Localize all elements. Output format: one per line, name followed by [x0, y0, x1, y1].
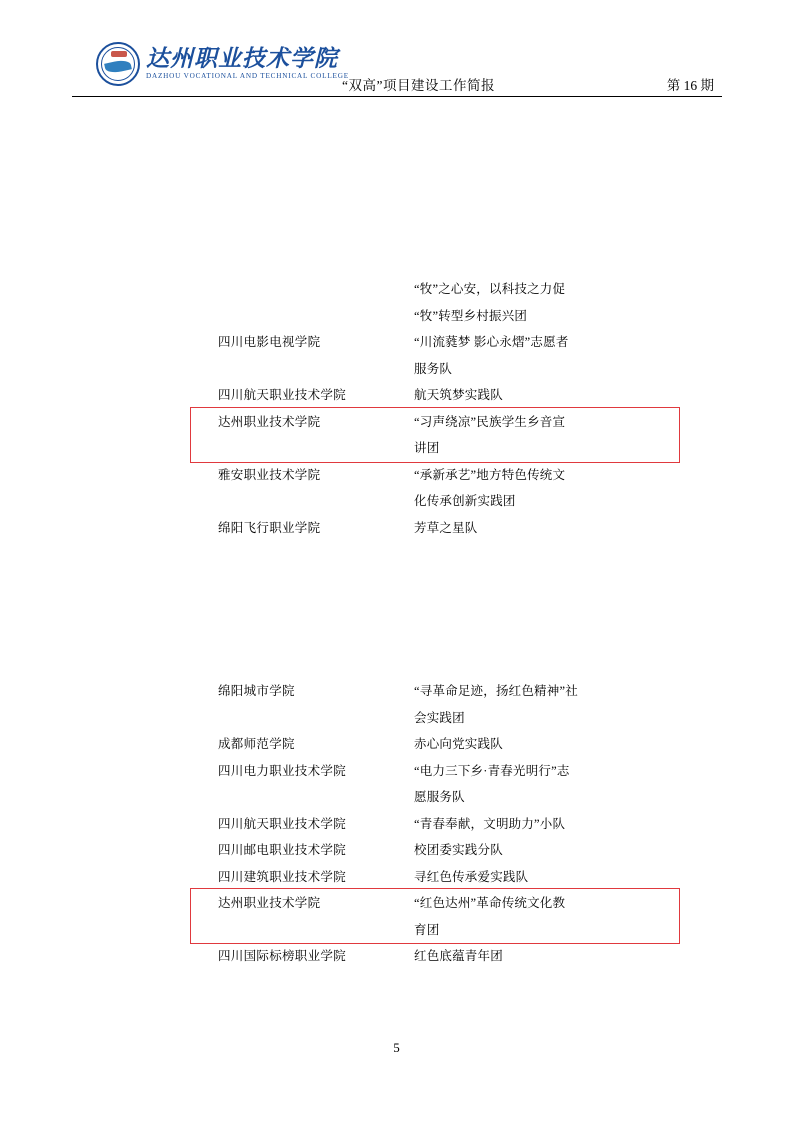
cell-school-name: 四川电影电视学院 — [218, 335, 321, 349]
cell-school-name: 绵阳飞行职业学院 — [218, 520, 321, 535]
cell-school-name: 雅安职业技术学院 — [218, 467, 321, 482]
team-list-table-one — [218, 276, 638, 541]
cell-school-name: 四川电力职业技术学院 — [218, 763, 347, 778]
cell-team-name — [414, 811, 638, 838]
college-name-chinese: 达州职业技术学院 — [146, 46, 338, 71]
college-name-english: DAZHOU VOCATIONAL AND TECHNICAL COLLEGE — [146, 72, 349, 80]
page-number: 5 — [393, 1040, 400, 1055]
table-row — [218, 678, 638, 731]
table-row — [218, 758, 638, 811]
team-name-line: 航天筑梦实践队 — [414, 388, 503, 402]
table-row — [218, 515, 638, 542]
team-name-line: “川流蕤梦 影心永熠”志愿者 — [414, 335, 569, 349]
table-row — [218, 837, 638, 864]
team-name-line: “寻革命足迹，扬红色精神”社 — [414, 684, 578, 698]
cell-school-name: 绵阳城市学院 — [218, 684, 295, 698]
cell-team-name — [414, 864, 638, 891]
table-row — [218, 409, 638, 462]
team-name-line: 愿服务队 — [414, 790, 465, 804]
table-row — [218, 462, 638, 515]
team-name-line: “牧”转型乡村振兴团 — [414, 308, 528, 323]
team-list-table-two — [218, 678, 638, 970]
cell-team-name — [414, 276, 638, 329]
cell-school-name: 四川邮电职业技术学院 — [218, 843, 347, 857]
cell-school-name: 四川航天职业技术学院 — [218, 388, 347, 402]
cell-school-name: 四川建筑职业技术学院 — [218, 869, 347, 884]
cell-team-name — [414, 462, 638, 515]
team-name-line: “承新承艺”地方特色传统文 — [414, 467, 566, 482]
team-name-line: 赤心向党实践队 — [414, 737, 503, 751]
cell-team-name — [414, 837, 638, 864]
table-row — [218, 382, 638, 409]
team-name-line: 芳草之星队 — [414, 520, 478, 535]
team-name-line: “青春奉献，文明助力”小队 — [414, 816, 566, 831]
team-name-line: 校团委实践分队 — [414, 843, 503, 857]
team-name-line: 育团 — [414, 922, 440, 937]
table-row — [218, 864, 638, 891]
cell-team-name — [414, 731, 638, 758]
team-name-line: 讲团 — [414, 441, 440, 455]
issue-number: 第 16 期 — [666, 78, 714, 93]
team-name-line: “电力三下乡·青春光明行”志 — [414, 763, 570, 778]
cell-school-name: 达州职业技术学院 — [218, 414, 321, 429]
cell-team-name — [414, 758, 638, 811]
college-emblem-icon — [96, 42, 140, 86]
team-name-line: “习声绕凉”民族学生乡音宣 — [414, 414, 566, 429]
cell-school-name: 达州职业技术学院 — [218, 896, 321, 910]
team-name-line: 红色底蕴青年团 — [414, 949, 503, 963]
page-header — [72, 36, 722, 98]
table-row — [218, 329, 638, 382]
table-row — [218, 890, 638, 943]
table-row — [218, 811, 638, 838]
team-name-line: 会实践团 — [414, 710, 465, 725]
cell-team-name — [414, 890, 638, 943]
cell-team-name — [414, 943, 638, 970]
header-divider — [72, 96, 722, 97]
cell-school-name: 成都师范学院 — [218, 737, 295, 751]
cell-school-name: 四川航天职业技术学院 — [218, 816, 347, 831]
table-row — [218, 731, 638, 758]
team-name-line: 寻红色传承爱实践队 — [414, 869, 529, 884]
college-logo — [96, 38, 349, 94]
cell-school-name: 四川国际标榜职业学院 — [218, 949, 347, 963]
bulletin-title: “双高”项目建设工作简报 — [342, 78, 495, 93]
cell-team-name — [414, 678, 638, 731]
team-name-line: “牧”之心安，以科技之力促 — [414, 282, 566, 296]
table-row — [218, 276, 638, 329]
table-row — [218, 943, 638, 970]
team-name-line: 服务队 — [414, 361, 453, 376]
cell-team-name — [414, 382, 638, 409]
cell-team-name — [414, 409, 638, 462]
team-name-line: “红色达州”革命传统文化教 — [414, 896, 566, 910]
team-name-line: 化传承创新实践团 — [414, 494, 516, 508]
cell-team-name — [414, 515, 638, 542]
cell-team-name — [414, 329, 638, 382]
